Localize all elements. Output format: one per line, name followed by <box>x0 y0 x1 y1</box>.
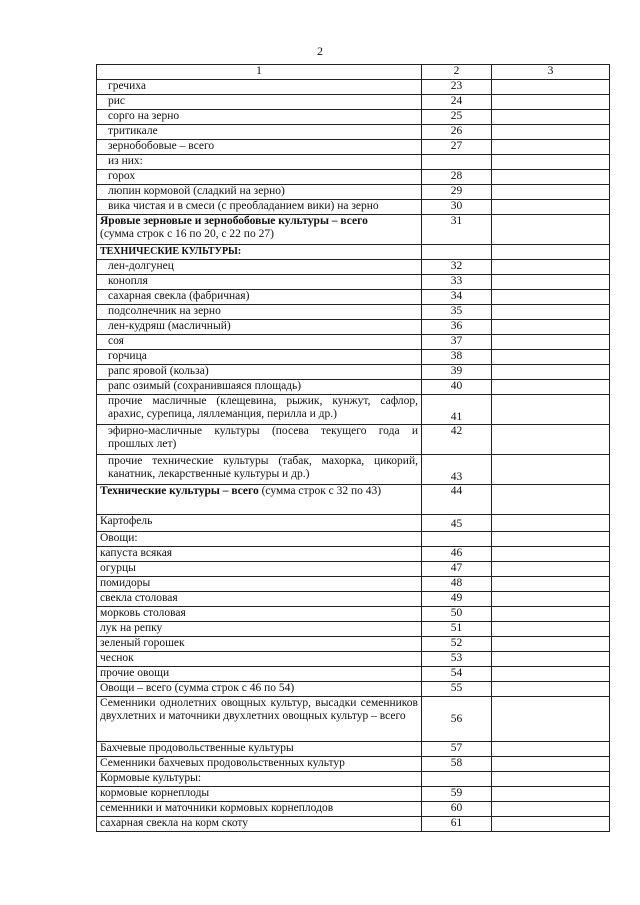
line-number-cell <box>422 155 492 170</box>
line-number-cell: 27 <box>422 140 492 155</box>
line-number-cell: 25 <box>422 110 492 125</box>
value-cell[interactable] <box>492 95 610 110</box>
line-number-cell: 52 <box>422 637 492 652</box>
value-cell[interactable] <box>492 577 610 592</box>
crop-name-cell: Картофель <box>97 515 422 532</box>
table-row <box>97 697 610 742</box>
line-number-cell: 26 <box>422 125 492 140</box>
line-number-cell: 24 <box>422 95 492 110</box>
value-cell[interactable] <box>492 547 610 562</box>
line-number-cell: 51 <box>422 622 492 637</box>
value-cell[interactable] <box>492 335 610 350</box>
crop-name-cell: подсолнечник на зерно <box>97 305 422 320</box>
crop-name-cell: рис <box>97 95 422 110</box>
crop-name-cell: лук на репку <box>97 622 422 637</box>
crop-name-cell: свекла столовая <box>97 592 422 607</box>
line-number-cell: 60 <box>422 802 492 817</box>
table-row <box>97 425 610 455</box>
line-number-cell: 46 <box>422 547 492 562</box>
table-row <box>97 395 610 425</box>
table-row <box>97 485 610 515</box>
table-body <box>97 65 610 832</box>
table-row <box>97 577 610 592</box>
crop-name-cell: люпин кормовой (сладкий на зерно) <box>97 185 422 200</box>
value-cell[interactable] <box>492 215 610 245</box>
line-number-cell <box>422 772 492 787</box>
crop-name-cell: лен-долгунец <box>97 260 422 275</box>
value-cell[interactable] <box>492 275 610 290</box>
table-row <box>97 335 610 350</box>
crop-name-cell: чеснок <box>97 652 422 667</box>
value-cell[interactable] <box>492 425 610 455</box>
crop-name-cell: прочие технические культуры (табак, махорка, цикорий, канатник, лекарственные культуры и др.) <box>97 455 422 485</box>
crop-name-cell: сорго на зерно <box>97 110 422 125</box>
crop-name-cell: конопля <box>97 275 422 290</box>
table-row <box>97 245 610 260</box>
value-cell[interactable] <box>492 185 610 200</box>
column-header-2: 2 <box>422 65 492 80</box>
line-number-cell: 30 <box>422 200 492 215</box>
crop-name-cell: Семенники бахчевых продовольственных культур <box>97 757 422 772</box>
crop-name-cell: Семенники однолетних овощных культур, высадки семенников двухлетних и маточники двухлетних овощных культур – всего <box>97 697 422 742</box>
table-row <box>97 305 610 320</box>
column-header-1: 1 <box>97 65 422 80</box>
crop-name-cell: прочие масличные (клещевина, рыжик, кунжут, сафлор, арахис, сурепица, ляллеманция, перилла и др.) <box>97 395 422 425</box>
crop-form-table <box>96 64 610 832</box>
value-cell[interactable] <box>492 697 610 742</box>
crop-name-cell: прочие овощи <box>97 667 422 682</box>
crop-name-cell: вика чистая и в смеси (с преобладанием вики) на зерно <box>97 200 422 215</box>
crop-name-cell <box>97 485 422 515</box>
value-cell[interactable] <box>492 817 610 832</box>
line-number-cell: 50 <box>422 607 492 622</box>
crop-name-cell: зеленый горошек <box>97 637 422 652</box>
crop-name-cell <box>97 215 422 245</box>
crop-name-cell: горох <box>97 170 422 185</box>
line-number-cell: 47 <box>422 562 492 577</box>
line-number-cell: 32 <box>422 260 492 275</box>
line-number-cell: 31 <box>422 215 492 245</box>
table-row <box>97 95 610 110</box>
crop-name-cell: Кормовые культуры: <box>97 772 422 787</box>
crop-name-cell: Бахчевые продовольственные культуры <box>97 742 422 757</box>
line-number-cell: 55 <box>422 682 492 697</box>
crop-name-note: (сумма строк с 16 по 20, с 22 по 27) <box>100 228 274 240</box>
table-row <box>97 125 610 140</box>
table-row <box>97 380 610 395</box>
crop-name-cell: ТЕХНИЧЕСКИЕ КУЛЬТУРЫ: <box>97 245 422 260</box>
line-number-cell: 61 <box>422 817 492 832</box>
table-row <box>97 607 610 622</box>
line-number-cell: 58 <box>422 757 492 772</box>
table-row <box>97 170 610 185</box>
crop-name-cell: кормовые корнеплоды <box>97 787 422 802</box>
value-cell[interactable] <box>492 485 610 515</box>
value-cell[interactable] <box>492 320 610 335</box>
table-row <box>97 275 610 290</box>
value-cell[interactable] <box>492 532 610 547</box>
table-row <box>97 185 610 200</box>
value-cell[interactable] <box>492 155 610 170</box>
line-number-cell: 53 <box>422 652 492 667</box>
table-row <box>97 290 610 305</box>
table-row <box>97 757 610 772</box>
crop-name-cell: сахарная свекла (фабричная) <box>97 290 422 305</box>
line-number-cell: 37 <box>422 335 492 350</box>
table-row <box>97 772 610 787</box>
table-row <box>97 455 610 485</box>
value-cell[interactable] <box>492 455 610 485</box>
crop-name-bold: Технические культуры – всего <box>100 485 259 497</box>
value-cell[interactable] <box>492 802 610 817</box>
table-row <box>97 562 610 577</box>
crop-name-note: (сумма строк с 32 по 43) <box>258 485 382 497</box>
table-row <box>97 667 610 682</box>
value-cell[interactable] <box>492 562 610 577</box>
value-cell[interactable] <box>492 290 610 305</box>
crop-name-cell: соя <box>97 335 422 350</box>
line-number-cell: 28 <box>422 170 492 185</box>
line-number-cell: 48 <box>422 577 492 592</box>
table-row <box>97 532 610 547</box>
value-cell[interactable] <box>492 80 610 95</box>
crop-name-cell: зернобобовые – всего <box>97 140 422 155</box>
value-cell[interactable] <box>492 200 610 215</box>
value-cell[interactable] <box>492 742 610 757</box>
crop-name-cell: тритикале <box>97 125 422 140</box>
value-cell[interactable] <box>492 622 610 637</box>
value-cell[interactable] <box>492 380 610 395</box>
value-cell[interactable] <box>492 110 610 125</box>
table-header-row <box>97 65 610 80</box>
table-row <box>97 637 610 652</box>
table-row <box>97 80 610 95</box>
line-number-cell: 56 <box>422 697 492 742</box>
table-row <box>97 515 610 532</box>
crop-name-bold: Яровые зерновые и зернобобовые культуры – всего <box>100 215 368 227</box>
line-number-cell: 57 <box>422 742 492 757</box>
crop-name-cell: рапс яровой (кольза) <box>97 365 422 380</box>
value-cell[interactable] <box>492 592 610 607</box>
table-row <box>97 260 610 275</box>
line-number-cell: 36 <box>422 320 492 335</box>
line-number-cell: 40 <box>422 380 492 395</box>
crop-name-cell: помидоры <box>97 577 422 592</box>
value-cell[interactable] <box>492 652 610 667</box>
table-row <box>97 652 610 667</box>
value-cell[interactable] <box>492 125 610 140</box>
value-cell[interactable] <box>492 170 610 185</box>
crop-name-cell: сахарная свекла на корм скоту <box>97 817 422 832</box>
table-row <box>97 155 610 170</box>
line-number-cell: 38 <box>422 350 492 365</box>
line-number-cell: 49 <box>422 592 492 607</box>
value-cell[interactable] <box>492 515 610 532</box>
value-cell[interactable] <box>492 350 610 365</box>
value-cell[interactable] <box>492 682 610 697</box>
value-cell[interactable] <box>492 637 610 652</box>
value-cell[interactable] <box>492 245 610 260</box>
crop-name-cell: Овощи – всего (сумма строк с 46 по 54) <box>97 682 422 697</box>
value-cell[interactable] <box>492 787 610 802</box>
table-row <box>97 802 610 817</box>
line-number-cell: 29 <box>422 185 492 200</box>
table-row <box>97 110 610 125</box>
line-number-cell <box>422 245 492 260</box>
line-number-cell: 59 <box>422 787 492 802</box>
page-number: 2 <box>317 44 323 58</box>
value-cell[interactable] <box>492 305 610 320</box>
line-number-cell: 35 <box>422 305 492 320</box>
crop-name-cell: морковь столовая <box>97 607 422 622</box>
value-cell[interactable] <box>492 757 610 772</box>
value-cell[interactable] <box>492 260 610 275</box>
table-row <box>97 350 610 365</box>
crop-name-cell: из них: <box>97 155 422 170</box>
value-cell[interactable] <box>492 140 610 155</box>
line-number-cell: 42 <box>422 425 492 455</box>
line-number-cell: 45 <box>422 515 492 532</box>
value-cell[interactable] <box>492 395 610 425</box>
line-number-cell: 23 <box>422 80 492 95</box>
table-row <box>97 742 610 757</box>
table-row <box>97 787 610 802</box>
line-number-cell: 39 <box>422 365 492 380</box>
table-row <box>97 592 610 607</box>
line-number-cell: 43 <box>422 455 492 485</box>
table-row <box>97 215 610 245</box>
line-number-cell: 54 <box>422 667 492 682</box>
crop-name-cell: лен-кудряш (масличный) <box>97 320 422 335</box>
table-row <box>97 622 610 637</box>
line-number-cell: 41 <box>422 395 492 425</box>
table-row <box>97 200 610 215</box>
column-header-3: 3 <box>492 65 610 80</box>
value-cell[interactable] <box>492 772 610 787</box>
line-number-cell: 44 <box>422 485 492 515</box>
crop-name-cell: семенники и маточники кормовых корнеплодов <box>97 802 422 817</box>
table-row <box>97 547 610 562</box>
crop-name-cell: рапс озимый (сохранившаяся площадь) <box>97 380 422 395</box>
table-row <box>97 817 610 832</box>
crop-name-cell: гречиха <box>97 80 422 95</box>
value-cell[interactable] <box>492 365 610 380</box>
value-cell[interactable] <box>492 667 610 682</box>
crop-name-cell: Овощи: <box>97 532 422 547</box>
line-number-cell: 34 <box>422 290 492 305</box>
table-row <box>97 682 610 697</box>
line-number-cell: 33 <box>422 275 492 290</box>
table-row <box>97 320 610 335</box>
table-row <box>97 140 610 155</box>
table-row <box>97 365 610 380</box>
crop-name-cell: горчица <box>97 350 422 365</box>
crop-name-cell: огурцы <box>97 562 422 577</box>
crop-name-cell: капуста всякая <box>97 547 422 562</box>
line-number-cell <box>422 532 492 547</box>
crop-name-cell: эфирно-масличные культуры (посева текущего года и прошлых лет) <box>97 425 422 455</box>
value-cell[interactable] <box>492 607 610 622</box>
